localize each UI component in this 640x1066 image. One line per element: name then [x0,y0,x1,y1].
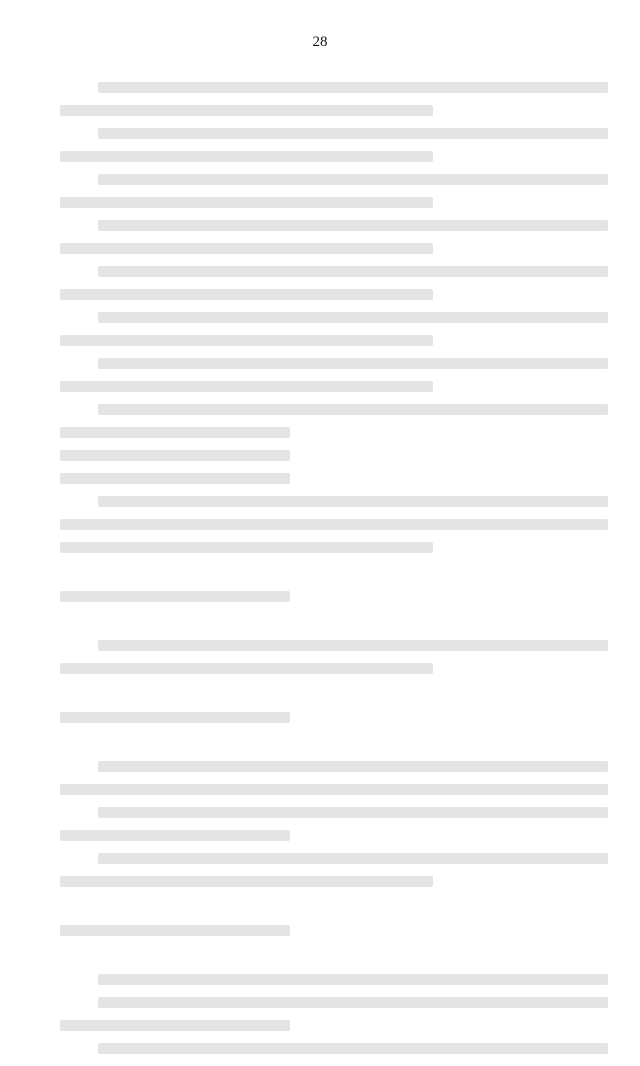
text-line [60,243,433,254]
text-line [60,450,290,461]
text-line [98,174,608,185]
text-line [98,266,608,277]
text-line [98,853,608,864]
text-line [98,220,608,231]
text-line [60,663,433,674]
text-line [98,496,608,507]
text-line [98,312,608,323]
text-line [98,761,608,772]
text-line [60,197,433,208]
formula-line [60,712,290,723]
text-line [60,784,608,795]
body-text-placeholder [60,82,608,1066]
text-line [60,105,433,116]
text-line [60,876,433,887]
text-line [60,289,433,300]
page-number: 28 [312,34,328,50]
text-line [60,427,290,438]
text-line [60,542,433,553]
text-line [98,358,608,369]
text-line [60,1020,290,1031]
text-line [60,473,290,484]
text-line [98,640,608,651]
formula-line [60,591,290,602]
text-line [60,830,290,841]
text-line [98,997,608,1008]
text-line [98,974,608,985]
text-line [60,519,608,530]
text-line [60,335,433,346]
text-line [98,807,608,818]
text-line [98,128,608,139]
text-line [60,151,433,162]
text-line [98,82,608,93]
formula-line [60,925,290,936]
text-line [98,1043,608,1054]
text-line [98,404,608,415]
text-line [60,381,433,392]
